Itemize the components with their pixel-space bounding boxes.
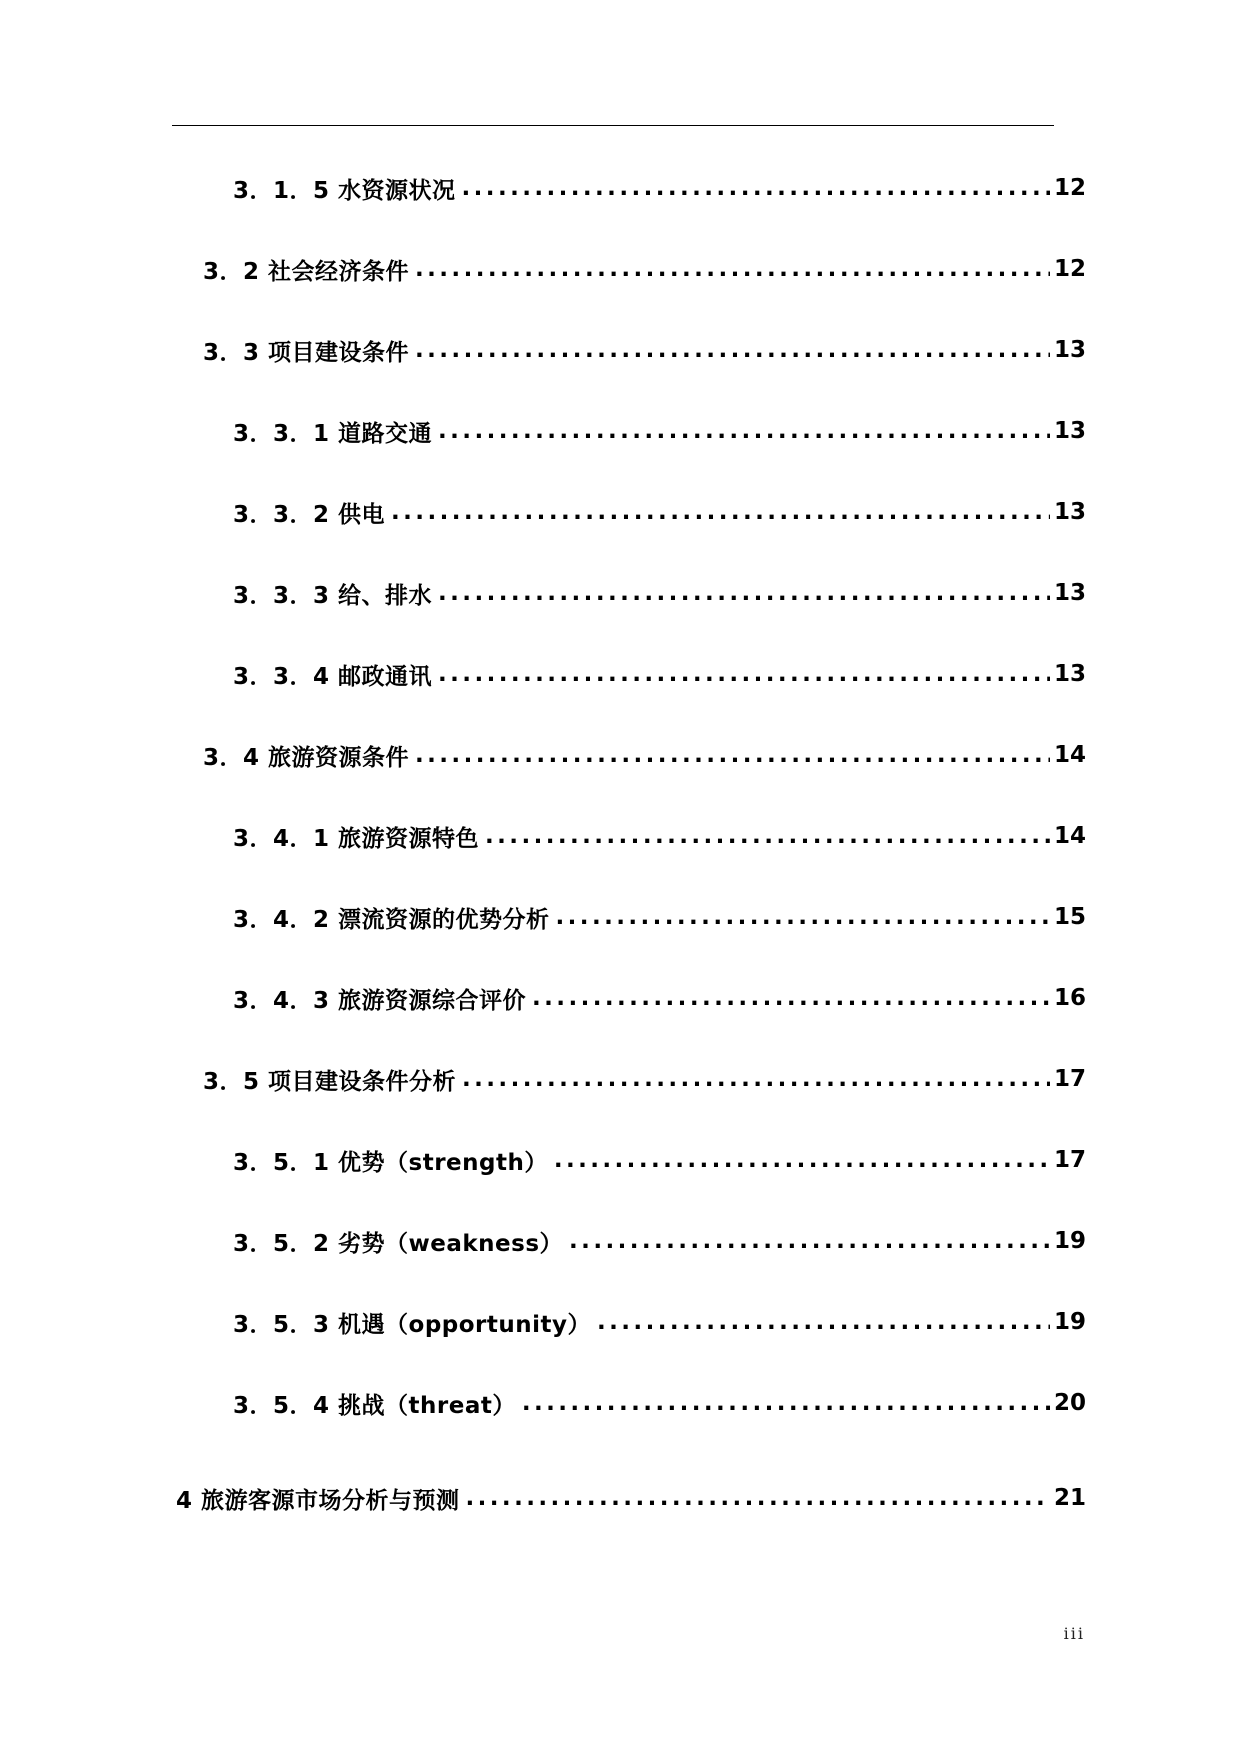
toc-leader-dots	[554, 1147, 1050, 1173]
toc-entry[interactable]	[233, 1140, 1086, 1180]
toc-entry[interactable]	[203, 330, 1086, 370]
toc-entry-page: 15	[1053, 904, 1086, 930]
toc-entry-label: 3．5 项目建设条件分析	[203, 1068, 457, 1095]
toc-entry[interactable]	[233, 897, 1086, 937]
toc-entry-page: 19	[1053, 1228, 1086, 1254]
toc-leader-dots	[438, 661, 1050, 687]
toc-leader-dots	[522, 1390, 1050, 1416]
toc-entry[interactable]	[233, 654, 1086, 694]
toc-entry-page: 12	[1053, 256, 1086, 282]
toc-entry[interactable]	[203, 249, 1086, 289]
toc-entry-page: 20	[1053, 1390, 1086, 1416]
toc-leader-dots	[391, 499, 1050, 525]
toc-entry-page: 13	[1053, 499, 1086, 525]
toc-entry-label: 3．4．2 漂流资源的优势分析	[233, 906, 550, 933]
toc-entry[interactable]	[176, 1478, 1086, 1518]
toc-entry-label: 3．3．1 道路交通	[233, 420, 433, 447]
toc-entry-label: 3．2 社会经济条件	[203, 258, 410, 285]
toc-entry-label: 3．5．1 优势（strength）	[233, 1149, 548, 1176]
toc-leader-dots	[438, 418, 1050, 444]
toc-entry[interactable]	[233, 1302, 1086, 1342]
toc-leader-dots	[462, 1066, 1050, 1092]
toc-entry-page: 17	[1053, 1147, 1086, 1173]
toc-leader-dots	[415, 337, 1050, 363]
toc-entry-label: 3．3．4 邮政通讯	[233, 663, 433, 690]
toc-entry[interactable]	[203, 1059, 1086, 1099]
toc-entry[interactable]	[233, 168, 1086, 208]
toc-entry-page: 12	[1053, 175, 1086, 201]
toc-leader-dots	[438, 580, 1050, 606]
toc-leader-dots	[485, 823, 1050, 849]
toc-entry-label: 3．3．2 供电	[233, 501, 386, 528]
toc-leader-dots	[569, 1228, 1050, 1254]
toc-entry[interactable]	[233, 978, 1086, 1018]
toc-entry-page: 13	[1053, 580, 1086, 606]
toc-entry-page: 21	[1053, 1485, 1086, 1511]
toc-entry-label: 3．3．3 给、排水	[233, 582, 433, 609]
toc-entry-page: 13	[1053, 661, 1086, 687]
toc-leader-dots	[532, 985, 1050, 1011]
toc-entry[interactable]	[233, 573, 1086, 613]
toc-leader-dots	[597, 1309, 1050, 1335]
toc-entry-page: 14	[1053, 742, 1086, 768]
toc-entry-label: 3．5．3 机遇（opportunity）	[233, 1311, 592, 1338]
toc-entry[interactable]	[203, 735, 1086, 775]
page-number: iii	[1063, 1624, 1085, 1643]
toc-entry-label: 3．3 项目建设条件	[203, 339, 410, 366]
toc-entry-label: 3．4 旅游资源条件	[203, 744, 410, 771]
toc-entry-label: 3．1．5 水资源状况	[233, 177, 456, 204]
toc-leader-dots	[415, 256, 1050, 282]
toc-entry[interactable]	[233, 492, 1086, 532]
toc-entry[interactable]	[233, 1221, 1086, 1261]
toc-leader-dots	[415, 742, 1050, 768]
toc-entry-label: 3．5．2 劣势（weakness）	[233, 1230, 564, 1257]
toc-entry-page: 17	[1053, 1066, 1086, 1092]
toc-leader-dots	[462, 175, 1050, 201]
toc-leader-dots	[556, 904, 1050, 930]
toc-entry[interactable]	[233, 1383, 1086, 1423]
toc-entry-label: 3．4．1 旅游资源特色	[233, 825, 480, 852]
toc-entry-label: 3．5．4 挑战（threat）	[233, 1392, 516, 1419]
toc-entry[interactable]	[233, 816, 1086, 856]
toc-entry-page: 13	[1053, 418, 1086, 444]
toc-entry-page: 19	[1053, 1309, 1086, 1335]
toc-entry-page: 14	[1053, 823, 1086, 849]
toc-leader-dots	[466, 1485, 1050, 1511]
toc-entry-page: 16	[1053, 985, 1086, 1011]
toc-entry-page: 13	[1053, 337, 1086, 363]
toc-entry-label: 3．4．3 旅游资源综合评价	[233, 987, 527, 1014]
toc-entry[interactable]	[233, 411, 1086, 451]
toc-entry-label: 4 旅游客源市场分析与预测	[176, 1487, 460, 1514]
